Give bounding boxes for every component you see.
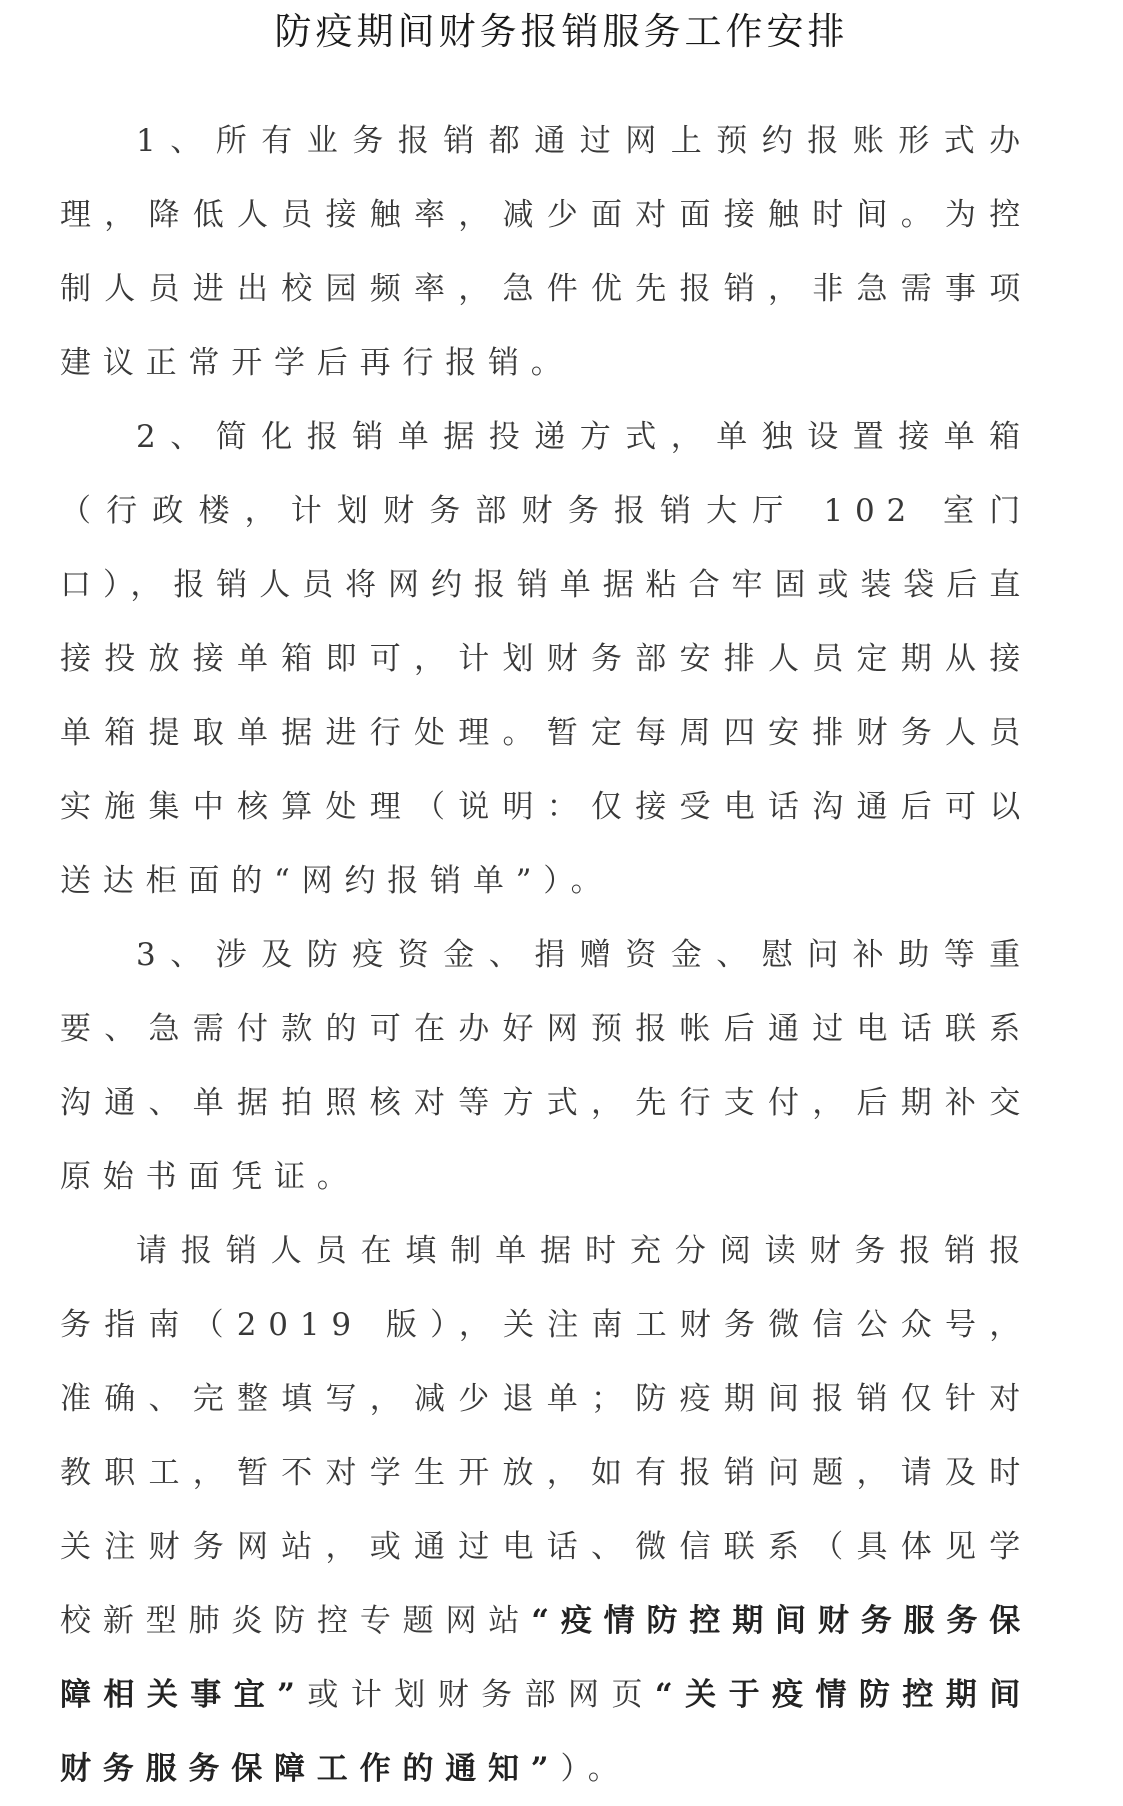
paragraph-1: 1、所有业务报销都通过网上预约报账形式办理，降低人员接触率，减少面对面接触时间。为控制人员进出校园频率，急件优先报销，非急需事项建议正常开学后再行报销。 [60, 123, 1032, 381]
finance-page-reference: “关于疫情防控期间财务服务保障工作的通知” [60, 1677, 1032, 1787]
topic-site-reference: “疫情防控期间财务服务保障相关事宜” [60, 1603, 1032, 1713]
document-body [60, 104, 1032, 1806]
closing-text-part1: 请报销人员在填制单据时充分阅读财务报销报务指南（2019 版），关注南工财务微信公众号，准确、完整填写，减少退单；防疫期间报销仅针对教职工，暂不对学生开放，如有报销问题，请及时关注财务网站，或通过电话、微信联系（具体见学校新型肺炎防控专题网站 [60, 1233, 1032, 1639]
closing-text-part2: 或计划财务部网页 [306, 1677, 655, 1713]
closing-text-part3: ）。 [560, 1751, 631, 1787]
paragraph-2: 2、简化报销单据投递方式，单独设置接单箱（行政楼，计划财务部财务报销大厅 102 室门口），报销人员将网约报销单据粘合牢固或装袋后直接投放接单箱即可，计划财务部安排人员定期从接单箱提取单据进行处理。暂定每周四安排财务人员实施集中核算处理（说明：仅接受电话沟通后可以送达柜面的“网约报销单”）。 [60, 419, 1032, 899]
closing-paragraph [60, 1214, 1032, 1806]
paragraph-3: 3、涉及防疫资金、捐赠资金、慰问补助等重要、急需付款的可在办好网预报帐后通过电话联系沟通、单据拍照核对等方式，先行支付，后期补交原始书面凭证。 [60, 937, 1032, 1195]
document-title: 防疫期间财务报销服务工作安排 [274, 10, 849, 53]
